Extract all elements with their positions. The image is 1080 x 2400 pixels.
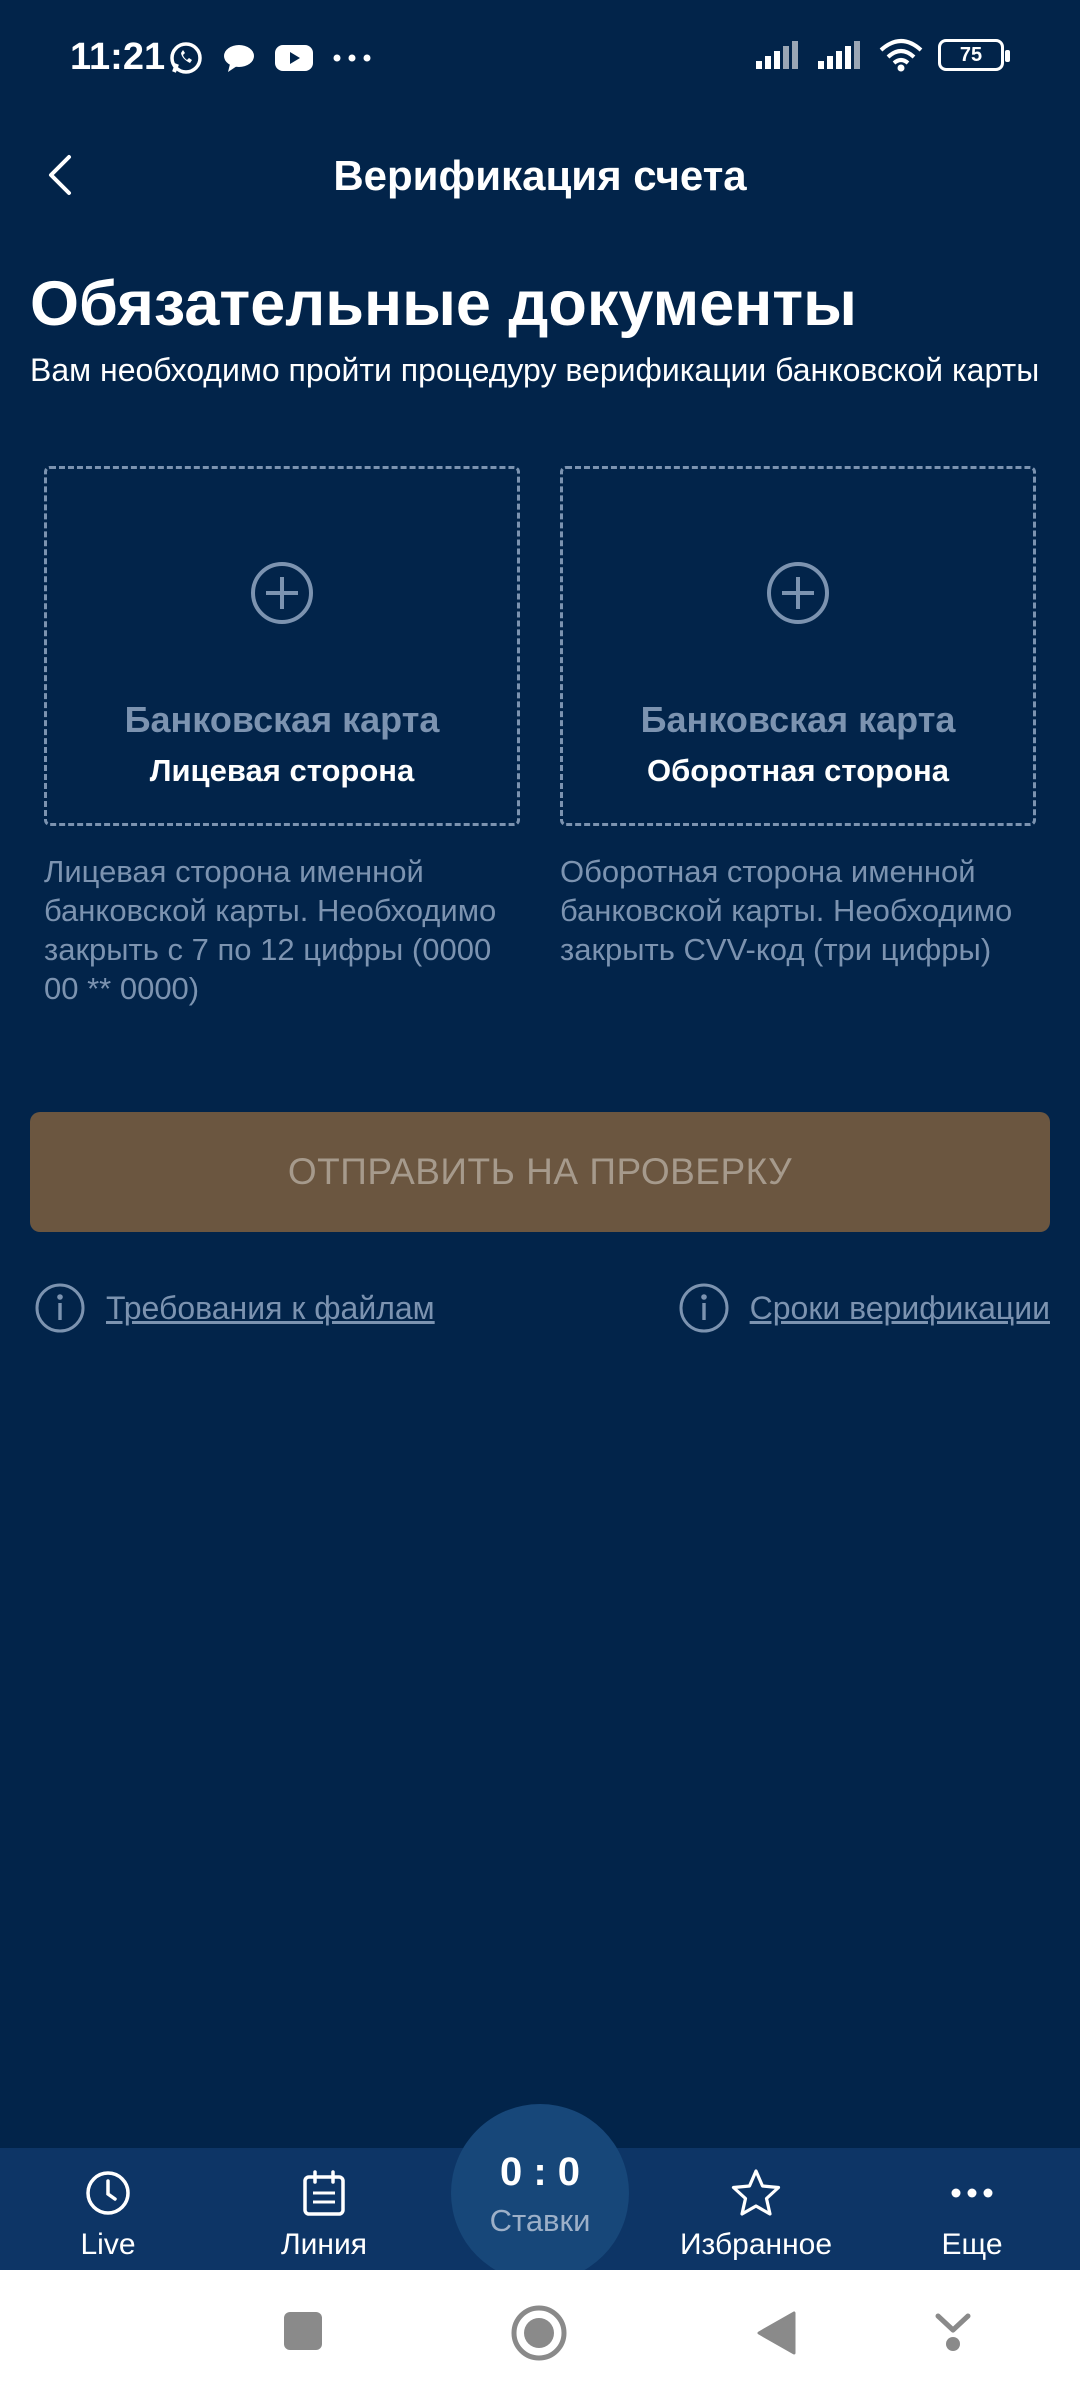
more-dots-icon [950, 2187, 994, 2199]
submit-for-review-button[interactable]: ОТПРАВИТЬ НА ПРОВЕРКУ [30, 1112, 1050, 1232]
notification-icons [168, 40, 372, 76]
chat-icon [222, 42, 256, 74]
upload-front-description: Лицевая сторона именной банковской карты. Необходимо закрыть с 7 по 12 цифры (0000 00 ** 0000) [44, 854, 497, 1006]
add-circle-icon [250, 561, 314, 625]
nav-item-bets[interactable] [451, 2104, 629, 2282]
more-dots-icon [332, 53, 372, 63]
home-circle-icon [510, 2304, 568, 2362]
header-title: Верификация счета [333, 152, 747, 199]
add-circle-icon [766, 561, 830, 625]
verification-terms-link[interactable] [678, 1282, 1050, 1334]
nav-item-live[interactable] [8, 2148, 208, 2270]
star-icon [730, 2168, 782, 2218]
nav-label: Еще [941, 2228, 1003, 2261]
upload-title: Банковская карта [124, 699, 440, 740]
assistant-button[interactable] [932, 2306, 974, 2356]
clock-icon [84, 2169, 132, 2217]
page-title: Обязательные документы [30, 269, 857, 339]
system-icons [754, 38, 1004, 72]
system-navigation-bar [0, 2270, 1080, 2400]
app-header [0, 130, 1080, 220]
upload-back-side[interactable] [560, 466, 1036, 826]
info-icon [34, 1282, 86, 1334]
info-icon [678, 1282, 730, 1334]
upload-back-description: Оборотная сторона именной банковской карты. Необходимо закрыть CVV-код (три цифры) [560, 854, 1013, 967]
nav-label: Линия [280, 2228, 367, 2261]
verification-terms-label[interactable]: Сроки верификации [749, 1289, 1050, 1326]
nav-label: Live [80, 2228, 136, 2261]
upload-side-label: Лицевая сторона [149, 753, 415, 788]
upload-front-side[interactable] [44, 466, 520, 826]
signal-icon [816, 39, 864, 71]
wifi-icon [878, 38, 924, 72]
page-subtitle: Вам необходимо пройти процедуру верификации банковской карты [30, 352, 1040, 388]
whatsapp-icon [168, 40, 204, 76]
nav-item-favorites[interactable] [656, 2148, 856, 2270]
nav-item-more[interactable] [872, 2148, 1072, 2270]
upload-side-label: Оборотная сторона [647, 753, 949, 788]
nav-label: Ставки [489, 2203, 591, 2238]
file-requirements-link[interactable] [34, 1282, 435, 1334]
recent-apps-button[interactable] [282, 2310, 324, 2352]
square-icon [282, 2310, 324, 2352]
battery-icon [938, 39, 1004, 71]
back-system-button[interactable] [756, 2310, 796, 2356]
nav-item-line[interactable] [224, 2148, 424, 2270]
nav-label: Избранное [679, 2228, 833, 2261]
bets-score: 0 : 0 [499, 2150, 581, 2194]
file-requirements-label[interactable]: Требования к файлам [106, 1289, 435, 1326]
battery-level: 75 [959, 43, 983, 66]
chevron-down-icon [932, 2306, 974, 2356]
calendar-icon [302, 2169, 346, 2217]
status-time: 11:21 [70, 36, 166, 78]
triangle-back-icon [756, 2310, 796, 2356]
upload-title: Банковская карта [640, 699, 956, 740]
home-button[interactable] [510, 2304, 568, 2362]
status-bar [0, 0, 1080, 120]
youtube-icon [274, 43, 314, 73]
signal-icon [754, 39, 802, 71]
